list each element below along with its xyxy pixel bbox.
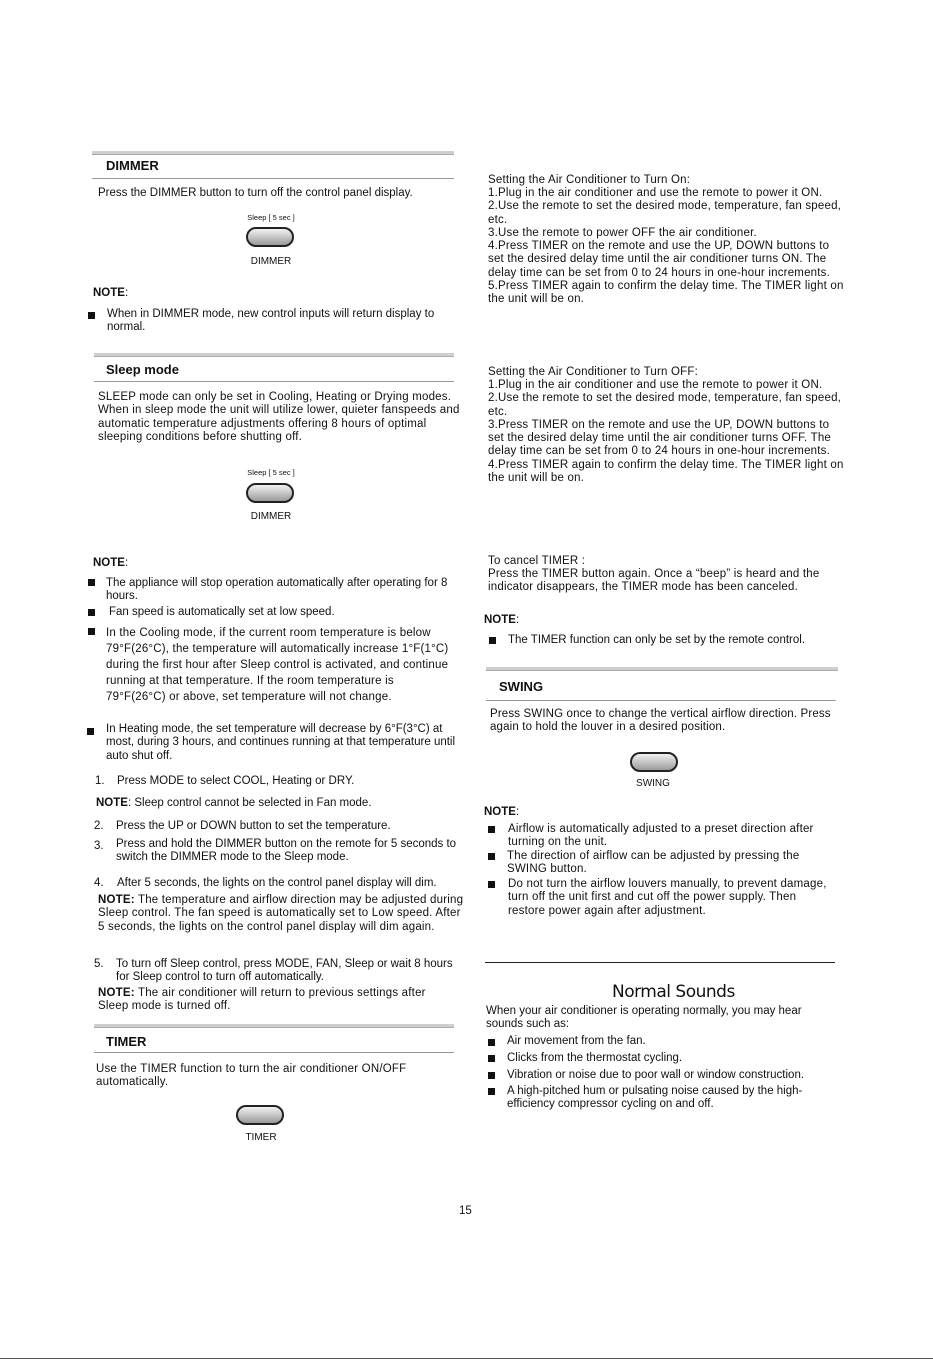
button-label: DIMMER (250, 256, 292, 267)
bullet-icon (488, 881, 495, 888)
page-border (0, 1358, 933, 1359)
swing-note-1: Airflow is automatically adjusted to a preset direction after turning on the unit. (508, 823, 814, 849)
dimmer-note: When in DIMMER mode, new control inputs will return display to normal. (107, 308, 435, 334)
dimmer-button-icon (246, 227, 294, 247)
sleep-step-4: After 5 seconds, the lights on the control panel display will dim. (117, 877, 437, 889)
button-caption: Sleep [ 5 sec ] (247, 213, 295, 222)
sleep-note-3: In the Cooling mode, if the current room temperature is below 79°F(26°C), the temperature will automatically increase 1°F(1°C) during the first hour after Sleep control is activated, and continue running at that temperature. If the room temperature is 79°F(26°C) or above, set temperature will not change. (106, 627, 449, 703)
button-caption: Sleep [ 5 sec ] (247, 468, 295, 477)
note-heading: NOTE: (93, 557, 129, 569)
timer-off-heading: Setting the Air Conditioner to Turn OFF: (488, 366, 698, 378)
sleep-step-5: To turn off Sleep control, press MODE, FAN, Sleep or wait 8 hours for Sleep control to turn off automatically. (116, 958, 453, 984)
timer-button-icon (236, 1105, 284, 1125)
swing-intro: Press SWING once to change the vertical airflow direction. Press again to hold the louver in a desired position. (490, 708, 831, 734)
section-rule (92, 151, 454, 155)
sounds-intro: When your air conditioner is operating normally, you may hear sounds such as: (486, 1005, 802, 1031)
sound-item: A high-pitched hum or pulsating noise caused by the high-efficiency compressor cycling on and off. (507, 1085, 803, 1111)
timer-off-step: 2.Use the remote to set the desired mode, temperature, fan speed, etc. (488, 392, 842, 418)
section-divider (485, 962, 835, 963)
bullet-icon (488, 1072, 495, 1079)
bullet-icon (88, 312, 95, 319)
cancel-text: Press the TIMER button again. Once a “beep” is heard and the indicator disappears, the TIMER mode has been canceled. (488, 568, 820, 594)
bullet-icon (88, 628, 95, 635)
timer-heading: TIMER (106, 1034, 147, 1049)
section-underline (94, 1052, 454, 1053)
bullet-icon (488, 1088, 495, 1095)
timer-intro: Use the TIMER function to turn the air conditioner ON/OFF automatically. (96, 1063, 407, 1089)
section-underline (486, 700, 836, 701)
cancel-heading: To cancel TIMER : (488, 555, 586, 567)
note-heading: NOTE: (484, 806, 520, 818)
button-label: SWING (636, 778, 670, 789)
sleep-note-1: The appliance will stop operation automatically after operating for 8 hours. (106, 577, 448, 603)
timer-on-step: 4.Press TIMER on the remote and use the UP, DOWN buttons to set the desired delay time until the air conditioner turns ON. The delay time can be set from 0 to 24 hours in one-hour increments. (488, 240, 830, 279)
bullet-icon (88, 579, 95, 586)
timer-off-step: 3.Press TIMER on the remote and use the UP, DOWN buttons to set the desired delay time until the air conditioner turns OFF. The delay time can be set from 0 to 24 hours in one-hour increments. (488, 418, 832, 458)
sleep-note-4: In Heating mode, the set temperature will decrease by 6°F(3°C) at most, during 3 hours, and continues running at that temperature until auto shut off. (106, 723, 456, 762)
swing-note-3: Do not turn the airflow louvers manually, to prevent damage, turn off the unit first and cut off the power supply. Then restore power again after adjustment. (508, 878, 827, 917)
sleep-step-4-note: NOTE: The temperature and airflow direction may be adjusted during Sleep control. The fan speed is automatically set to Low speed. After 5 seconds, the lights on the control panel display will dim again. (98, 894, 464, 933)
sleep-heading: Sleep mode (106, 362, 179, 377)
timer-off-steps (488, 379, 848, 485)
bullet-icon (488, 1055, 495, 1062)
bullet-icon (488, 1039, 495, 1046)
note-heading: NOTE: (484, 614, 520, 626)
dimmer-intro: Press the DIMMER button to turn off the control panel display. (98, 187, 413, 199)
timer-off-step: 4.Press TIMER again to confirm the delay time. The TIMER light on the unit will be on. (488, 458, 844, 485)
bullet-icon (489, 637, 496, 644)
bullet-icon (488, 853, 495, 860)
page-number: 15 (459, 1205, 472, 1217)
bullet-icon (488, 826, 495, 833)
section-underline (94, 381, 454, 382)
timer-on-heading: Setting the Air Conditioner to Turn On: (488, 174, 691, 186)
dimmer-button-icon (246, 483, 294, 503)
sleep-step-1: Press MODE to select COOL, Heating or DRY. (117, 775, 355, 787)
sleep-step-3: Press and hold the DIMMER button on the remote for 5 seconds to switch the DIMMER mode to the Sleep mode. (116, 838, 457, 864)
cancel-note: The TIMER function can only be set by the remote control. (508, 634, 806, 646)
timer-on-step: 1.Plug in the air conditioner and use the remote to power it ON. (488, 187, 823, 199)
sound-item: Clicks from the thermostat cycling. (507, 1052, 683, 1064)
section-underline (92, 178, 454, 179)
note-heading: NOTE: (93, 287, 129, 299)
section-rule (94, 353, 454, 357)
button-label: TIMER (245, 1132, 277, 1143)
timer-on-step: 5.Press TIMER again to confirm the delay time. The TIMER light on the unit will be on. (488, 280, 844, 306)
swing-note-2: The direction of airflow can be adjusted by pressing the SWING button. (507, 850, 800, 876)
timer-on-step: 2.Use the remote to set the desired mode, temperature, fan speed, etc. (488, 200, 842, 226)
swing-heading: SWING (499, 679, 544, 694)
section-rule (486, 667, 838, 671)
sound-item: Vibration or noise due to poor wall or window construction. (507, 1069, 805, 1081)
timer-on-step: 3.Use the remote to power OFF the air conditioner. (488, 226, 757, 239)
timer-off-step: 1.Plug in the air conditioner and use the remote to power it ON. (488, 379, 823, 391)
bullet-icon (88, 609, 95, 616)
sleep-fan-note: NOTE: Sleep control cannot be selected in Fan mode. (96, 797, 372, 809)
swing-button-icon (630, 752, 678, 772)
sleep-intro: SLEEP mode can only be set in Cooling, Heating or Drying modes. When in sleep mode the unit will utilize lower, quieter fanspeeds and automatic temperature adjustments offering 8 hours of optimal sleeping conditions before shutting off. (98, 391, 460, 443)
sleep-step-2: Press the UP or DOWN button to set the temperature. (116, 820, 391, 832)
sounds-heading: Normal Sounds (612, 982, 735, 1002)
section-rule (94, 1024, 454, 1028)
sound-item: Air movement from the fan. (507, 1035, 646, 1047)
timer-on-steps (488, 187, 848, 307)
dimmer-heading: DIMMER (106, 158, 159, 173)
button-label: DIMMER (250, 511, 292, 522)
bullet-icon (87, 728, 94, 735)
sleep-step-5-note: NOTE: The air conditioner will return to previous settings after Sleep mode is turned off. (98, 987, 426, 1013)
sleep-note-2: Fan speed is automatically set at low speed. (109, 606, 335, 618)
